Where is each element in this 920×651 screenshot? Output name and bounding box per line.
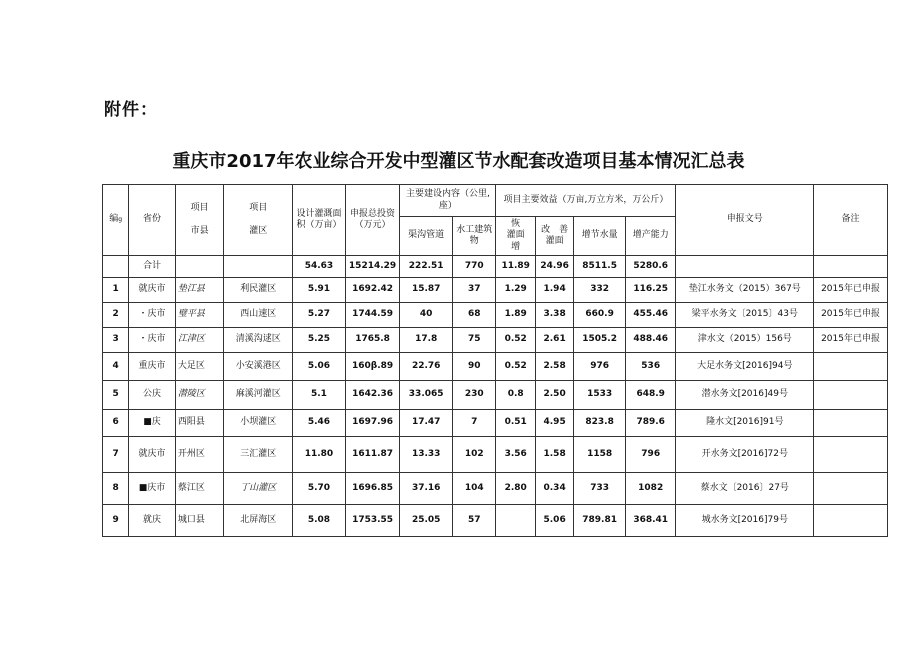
row-canal: 25.05 xyxy=(400,505,453,537)
row-county: 蔡江区 xyxy=(175,473,224,505)
row-restore: 0.51 xyxy=(496,410,535,437)
table-row xyxy=(103,328,888,353)
row-district: 西山速区 xyxy=(224,303,293,328)
header-project-county: 项目 市县 xyxy=(175,185,224,256)
row-improve: 0.34 xyxy=(535,473,573,505)
header-canal: 渠沟管道 xyxy=(400,217,453,256)
row-capacity: 648.9 xyxy=(625,381,676,410)
row-county: 璧平县 xyxy=(175,303,224,328)
row-remark xyxy=(814,437,888,473)
total-no xyxy=(103,256,129,278)
row-hydraulic: 57 xyxy=(452,505,495,537)
row-invest: 1611.87 xyxy=(345,437,400,473)
total-remark xyxy=(814,256,888,278)
row-water-saving: 1505.2 xyxy=(574,328,626,353)
row-design-area: 5.70 xyxy=(293,473,346,505)
row-restore: 2.80 xyxy=(496,473,535,505)
row-restore xyxy=(496,505,535,537)
table-row xyxy=(103,303,888,328)
row-design-area: 5.46 xyxy=(293,410,346,437)
row-invest: 1753.55 xyxy=(345,505,400,537)
row-doc-no: 城水务文[2016]79号 xyxy=(676,505,814,537)
header-water-saving: 增节水量 xyxy=(574,217,626,256)
row-capacity: 455.46 xyxy=(625,303,676,328)
header-investment: 申报总投资（万元） xyxy=(345,185,400,256)
row-no: 5 xyxy=(103,381,129,410)
row-capacity: 116.25 xyxy=(625,278,676,303)
row-province: 就庆 xyxy=(129,505,176,537)
row-no: 1 xyxy=(103,278,129,303)
summary-table xyxy=(102,184,888,537)
row-province: ■庆 xyxy=(129,410,176,437)
row-no: 6 xyxy=(103,410,129,437)
row-province: 就庆市 xyxy=(129,278,176,303)
total-district xyxy=(224,256,293,278)
row-county: 城口县 xyxy=(175,505,224,537)
header-hydraulic: 水工建筑物 xyxy=(452,217,495,256)
row-district: 三汇灌区 xyxy=(224,437,293,473)
row-county: 潜陵区 xyxy=(175,381,224,410)
table-row xyxy=(103,473,888,505)
row-capacity: 796 xyxy=(625,437,676,473)
row-no: 3 xyxy=(103,328,129,353)
row-hydraulic: 68 xyxy=(452,303,495,328)
row-province: ・庆市 xyxy=(129,328,176,353)
row-district: 清溪沟逑区 xyxy=(224,328,293,353)
row-water-saving: 733 xyxy=(574,473,626,505)
row-doc-no: 潜水务文[2016]49号 xyxy=(676,381,814,410)
row-canal: 40 xyxy=(400,303,453,328)
row-improve: 2.50 xyxy=(535,381,573,410)
row-canal: 15.87 xyxy=(400,278,453,303)
row-remark xyxy=(814,410,888,437)
row-district: 麻溪河灌区 xyxy=(224,381,293,410)
row-province: ・庆市 xyxy=(129,303,176,328)
row-restore: 3.56 xyxy=(496,437,535,473)
row-design-area: 5.25 xyxy=(293,328,346,353)
total-county xyxy=(175,256,224,278)
row-doc-no: 津水文（2015）156号 xyxy=(676,328,814,353)
row-hydraulic: 37 xyxy=(452,278,495,303)
row-no: 2 xyxy=(103,303,129,328)
row-no: 4 xyxy=(103,353,129,381)
header-province: 省份 xyxy=(129,185,176,256)
header-improve: 改 善 灌面 xyxy=(535,217,573,256)
row-county: 大足区 xyxy=(175,353,224,381)
row-invest: 1692.42 xyxy=(345,278,400,303)
row-improve: 1.58 xyxy=(535,437,573,473)
row-water-saving: 976 xyxy=(574,353,626,381)
row-hydraulic: 104 xyxy=(452,473,495,505)
row-improve: 4.95 xyxy=(535,410,573,437)
row-no: 9 xyxy=(103,505,129,537)
row-province: 公庆 xyxy=(129,381,176,410)
header-design-area: 设计灌溉面积（万亩） xyxy=(293,185,346,256)
row-canal: 17.8 xyxy=(400,328,453,353)
header-benefit: 项目主要效益（万亩,万立方米，万公斤） xyxy=(496,185,676,217)
row-hydraulic: 102 xyxy=(452,437,495,473)
row-doc-no: 开水务文[2016]72号 xyxy=(676,437,814,473)
header-doc-no: 申报文号 xyxy=(676,185,814,256)
row-county: 垫江县 xyxy=(175,278,224,303)
row-improve: 1.94 xyxy=(535,278,573,303)
header-capacity: 增产能力 xyxy=(625,217,676,256)
row-invest: 160β.89 xyxy=(345,353,400,381)
row-province: 重庆市 xyxy=(129,353,176,381)
row-capacity: 488.46 xyxy=(625,328,676,353)
header-no: 编g xyxy=(103,185,129,256)
row-hydraulic: 75 xyxy=(452,328,495,353)
table-title: 重庆市2017年农业综合开发中型灌区节水配套改造项目基本情况汇总表 xyxy=(172,151,745,172)
total-water-saving: 8511.5 xyxy=(574,256,626,278)
row-canal: 37.16 xyxy=(400,473,453,505)
table-row xyxy=(103,505,888,537)
table-row xyxy=(103,437,888,473)
row-canal: 17.47 xyxy=(400,410,453,437)
row-no: 7 xyxy=(103,437,129,473)
row-district: 小安溪港区 xyxy=(224,353,293,381)
header-remark: 备注 xyxy=(814,185,888,256)
row-district: 北屏海区 xyxy=(224,505,293,537)
row-canal: 33.065 xyxy=(400,381,453,410)
row-capacity: 536 xyxy=(625,353,676,381)
attachment-label: 附件： xyxy=(104,100,158,120)
row-water-saving: 823.8 xyxy=(574,410,626,437)
row-water-saving: 660.9 xyxy=(574,303,626,328)
total-row xyxy=(103,256,888,278)
row-design-area: 5.91 xyxy=(293,278,346,303)
table-row xyxy=(103,381,888,410)
row-hydraulic: 90 xyxy=(452,353,495,381)
row-water-saving: 1158 xyxy=(574,437,626,473)
row-doc-no: 蔡水文〔2016〕27号 xyxy=(676,473,814,505)
header-row-1 xyxy=(103,185,888,217)
row-invest: 1765.8 xyxy=(345,328,400,353)
row-doc-no: 大足水务文[2016]94号 xyxy=(676,353,814,381)
row-hydraulic: 7 xyxy=(452,410,495,437)
row-doc-no: 垫江水务文（2015）367号 xyxy=(676,278,814,303)
row-water-saving: 332 xyxy=(574,278,626,303)
row-county: 江津区 xyxy=(175,328,224,353)
row-invest: 1696.85 xyxy=(345,473,400,505)
total-design-area: 54.63 xyxy=(293,256,346,278)
row-province: 就庆市 xyxy=(129,437,176,473)
row-improve: 2.61 xyxy=(535,328,573,353)
row-invest: 1697.96 xyxy=(345,410,400,437)
table-row xyxy=(103,410,888,437)
row-restore: 1.89 xyxy=(496,303,535,328)
row-restore: 0.8 xyxy=(496,381,535,410)
total-restore: 11.89 xyxy=(496,256,535,278)
total-improve: 24.96 xyxy=(535,256,573,278)
row-remark: 2015年已申报 xyxy=(814,303,888,328)
row-improve: 5.06 xyxy=(535,505,573,537)
row-water-saving: 1533 xyxy=(574,381,626,410)
row-doc-no: 梁平水务文〔2015〕43号 xyxy=(676,303,814,328)
row-district: 利民灌区 xyxy=(224,278,293,303)
row-invest: 1642.36 xyxy=(345,381,400,410)
row-capacity: 368.41 xyxy=(625,505,676,537)
row-remark xyxy=(814,353,888,381)
row-invest: 1744.59 xyxy=(345,303,400,328)
row-design-area: 11.80 xyxy=(293,437,346,473)
row-no: 8 xyxy=(103,473,129,505)
row-county: 西阳县 xyxy=(175,410,224,437)
row-improve: 2.58 xyxy=(535,353,573,381)
row-design-area: 5.06 xyxy=(293,353,346,381)
row-remark xyxy=(814,381,888,410)
row-water-saving: 789.81 xyxy=(574,505,626,537)
row-remark: 2015年已申报 xyxy=(814,278,888,303)
row-design-area: 5.27 xyxy=(293,303,346,328)
row-design-area: 5.08 xyxy=(293,505,346,537)
row-capacity: 789.6 xyxy=(625,410,676,437)
header-restore: 恢 灌面 增 xyxy=(496,217,535,256)
row-province: ■庆市 xyxy=(129,473,176,505)
total-doc xyxy=(676,256,814,278)
row-improve: 3.38 xyxy=(535,303,573,328)
total-hydraulic: 770 xyxy=(452,256,495,278)
row-restore: 0.52 xyxy=(496,353,535,381)
row-remark: 2015年已申报 xyxy=(814,328,888,353)
row-capacity: 1082 xyxy=(625,473,676,505)
total-label: 合计 xyxy=(129,256,176,278)
table-row xyxy=(103,278,888,303)
row-remark xyxy=(814,473,888,505)
total-invest: 15214.29 xyxy=(345,256,400,278)
row-restore: 1.29 xyxy=(496,278,535,303)
row-canal: 13.33 xyxy=(400,437,453,473)
row-district: 小坝灌区 xyxy=(224,410,293,437)
row-county: 开州区 xyxy=(175,437,224,473)
row-remark xyxy=(814,505,888,537)
row-restore: 0.52 xyxy=(496,328,535,353)
total-capacity: 5280.6 xyxy=(625,256,676,278)
row-hydraulic: 230 xyxy=(452,381,495,410)
row-district: 丁山灌区 xyxy=(224,473,293,505)
row-canal: 22.76 xyxy=(400,353,453,381)
row-doc-no: 隆水文[2016]91号 xyxy=(676,410,814,437)
header-construction: 主要建设内容（公里,座） xyxy=(400,185,496,217)
total-canal: 222.51 xyxy=(400,256,453,278)
header-project-district: 项目 灌区 xyxy=(224,185,293,256)
row-design-area: 5.1 xyxy=(293,381,346,410)
table-row xyxy=(103,353,888,381)
